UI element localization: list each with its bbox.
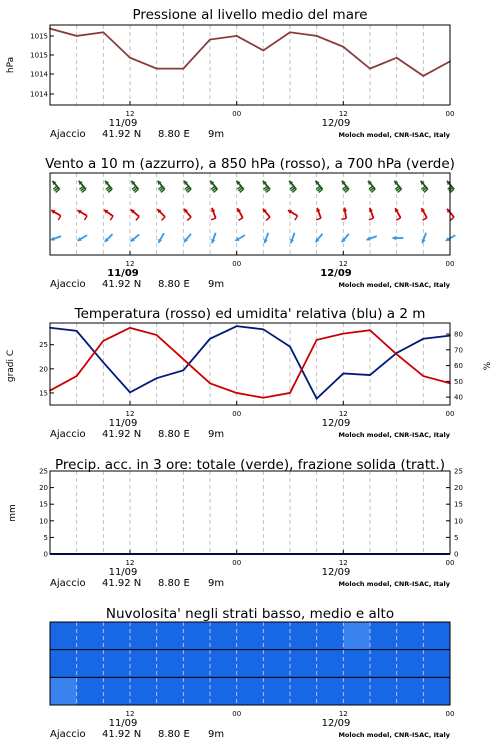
cloud-cell <box>370 622 397 650</box>
x-tick-label: 12 <box>338 559 348 567</box>
cloud-cell <box>103 677 130 705</box>
location-alt: 9m <box>208 429 225 440</box>
temperature-point <box>396 354 398 356</box>
cloud-cell <box>423 622 450 650</box>
location-lat: 41.92 N <box>102 279 142 290</box>
date-label: 12/09 <box>321 718 351 729</box>
temperature-point <box>103 340 105 342</box>
cloud-cell <box>50 622 77 650</box>
y-tick-label-right: 80 <box>454 330 463 339</box>
x-tick-label: 00 <box>445 260 455 268</box>
pressure-point <box>262 50 264 52</box>
cloud-cell <box>50 677 77 705</box>
x-tick-label: 12 <box>338 260 348 268</box>
humidity-point <box>129 392 131 394</box>
location-lon: 8.80 E <box>158 578 190 589</box>
humidity-point <box>289 346 291 348</box>
cloud-cell <box>237 677 264 705</box>
y-tick-label-right: 10 <box>454 517 463 526</box>
pressure-point <box>209 39 211 41</box>
cloud-cell <box>157 650 184 678</box>
cloud-cell <box>50 650 77 678</box>
pressure-point <box>129 57 131 59</box>
x-tick-label: 12 <box>125 559 135 567</box>
model-credit: Moloch model, CNR-ISAC, Italy <box>338 580 450 588</box>
cloud-cell <box>317 622 344 650</box>
x-tick-label: 00 <box>232 710 242 718</box>
location-name: Ajaccio <box>50 729 86 740</box>
cloud-cell <box>130 622 157 650</box>
humidity-point <box>183 370 185 372</box>
temperature-point <box>183 358 185 360</box>
x-tick-label: 12 <box>125 110 135 118</box>
y-tick-label-left: 5 <box>43 533 48 542</box>
x-tick-label: 00 <box>445 410 455 418</box>
humidity-point <box>103 362 105 364</box>
cloud-cell <box>423 650 450 678</box>
location-name: Ajaccio <box>50 578 86 589</box>
date-label: 11/09 <box>108 718 138 729</box>
cloud-cell <box>263 622 290 650</box>
humidity-point <box>76 330 78 332</box>
y-tick-label-right: 60 <box>454 362 463 371</box>
temperature-point <box>263 397 265 399</box>
x-tick-label: 12 <box>338 110 348 118</box>
humidity-point <box>423 338 425 340</box>
y-tick-label-right: 15 <box>454 500 463 509</box>
y-tick-label-left: 25 <box>39 341 48 350</box>
y-tick-label-right: 40 <box>454 393 463 402</box>
date-label: 11/09 <box>107 268 139 279</box>
date-label: 12/09 <box>321 118 351 129</box>
y-axis-label-right: % <box>483 361 493 371</box>
y-tick-label-right: 70 <box>454 346 463 355</box>
y-tick-label-left: 20 <box>39 484 48 493</box>
cloud-cell <box>183 650 210 678</box>
location-alt: 9m <box>208 279 225 290</box>
cloud-cell <box>77 677 104 705</box>
y-tick-label-left: 20 <box>39 365 48 374</box>
temperature-point <box>316 339 318 341</box>
location-name: Ajaccio <box>50 429 86 440</box>
cloud-cell <box>290 650 317 678</box>
y-tick-label-right: 25 <box>454 467 463 476</box>
temperature-point <box>156 334 158 336</box>
x-tick-label: 00 <box>232 260 242 268</box>
location-name: Ajaccio <box>50 279 86 290</box>
pressure-point <box>76 35 78 37</box>
cloud-cell <box>317 650 344 678</box>
plot-area <box>50 323 450 405</box>
humidity-point <box>343 373 345 375</box>
cloud-cell <box>290 622 317 650</box>
pressure-point <box>156 68 158 70</box>
cloud-cell <box>210 622 237 650</box>
cloud-cell <box>237 622 264 650</box>
pressure-point <box>396 57 398 59</box>
location-lat: 41.92 N <box>102 129 142 140</box>
location-lat: 41.92 N <box>102 729 142 740</box>
y-tick-label-left: 0 <box>43 550 48 559</box>
chart-title: Vento a 10 m (azzurro), a 850 hPa (rosso), a 700 hPa (verde) <box>45 156 455 172</box>
x-tick-label: 12 <box>338 410 348 418</box>
humidity-point <box>236 325 238 327</box>
cloud-cell <box>103 622 130 650</box>
x-tick-label: 00 <box>445 110 455 118</box>
location-name: Ajaccio <box>50 129 86 140</box>
y-tick-label-right: 20 <box>454 484 463 493</box>
wind-panel <box>50 173 455 290</box>
humidity-point <box>209 338 211 340</box>
y-tick-label: 1015 <box>30 32 48 41</box>
model-credit: Moloch model, CNR-ISAC, Italy <box>338 281 450 289</box>
y-tick-label-left: 15 <box>39 500 48 509</box>
cloud-cell <box>130 677 157 705</box>
pressure-point <box>342 46 344 48</box>
date-label: 11/09 <box>108 418 138 429</box>
cloud-cell <box>130 650 157 678</box>
cloud-cell <box>263 677 290 705</box>
chart-title: Precip. acc. in 3 ore: totale (verde), frazione solida (tratt.) <box>55 457 445 473</box>
x-tick-label: 12 <box>338 710 348 718</box>
location-lon: 8.80 E <box>158 129 190 140</box>
pressure-point <box>289 31 291 33</box>
humidity-point <box>396 352 398 354</box>
x-tick-label: 00 <box>232 110 242 118</box>
humidity-point <box>263 329 265 331</box>
location-lat: 41.92 N <box>102 578 142 589</box>
cloud-cell <box>77 650 104 678</box>
location-lon: 8.80 E <box>158 729 190 740</box>
cloud-cell <box>397 677 424 705</box>
temperature-point <box>369 329 371 331</box>
temperature-point <box>76 375 78 377</box>
y-tick-label: 1014 <box>30 90 48 99</box>
cloud-cell <box>263 650 290 678</box>
chart-title: Nuvolosita' negli strati basso, medio e alto <box>105 606 395 622</box>
date-label: 11/09 <box>108 118 138 129</box>
model-credit: Moloch model, CNR-ISAC, Italy <box>338 131 450 139</box>
cloud-cell <box>397 650 424 678</box>
cloud-cell <box>423 677 450 705</box>
cloud-cell <box>343 622 370 650</box>
temperature-point <box>289 392 291 394</box>
temperature-point <box>236 392 238 394</box>
x-tick-label: 12 <box>125 260 135 268</box>
pressure-point <box>369 68 371 70</box>
location-alt: 9m <box>208 729 225 740</box>
cloud-cell <box>77 622 104 650</box>
model-credit: Moloch model, CNR-ISAC, Italy <box>338 731 450 739</box>
x-tick-label: 00 <box>232 559 242 567</box>
x-tick-label: 12 <box>125 410 135 418</box>
precip-panel <box>8 468 463 590</box>
plot-area <box>50 25 450 105</box>
temperature-panel <box>6 323 493 440</box>
x-tick-label: 12 <box>125 710 135 718</box>
y-tick-label-left: 25 <box>39 467 48 476</box>
location-alt: 9m <box>208 129 225 140</box>
cloud-cell <box>210 677 237 705</box>
y-tick-label-left: 15 <box>39 389 48 398</box>
cloud-panel <box>50 622 454 740</box>
date-label: 12/09 <box>321 567 351 578</box>
x-tick-label: 00 <box>445 710 455 718</box>
cloud-cell <box>343 677 370 705</box>
location-lon: 8.80 E <box>158 279 190 290</box>
y-tick-label-left: 10 <box>39 517 48 526</box>
cloud-cell <box>157 677 184 705</box>
pressure-point <box>102 31 104 33</box>
temperature-point <box>343 333 345 335</box>
temperature-point <box>129 327 131 329</box>
plot-area <box>50 471 450 554</box>
y-axis-label-left: gradi C <box>6 349 16 383</box>
chart-title: Pressione al livello medio del mare <box>132 7 368 23</box>
x-tick-label: 00 <box>232 410 242 418</box>
cloud-cell <box>290 677 317 705</box>
humidity-point <box>369 374 371 376</box>
location-lon: 8.80 E <box>158 429 190 440</box>
model-credit: Moloch model, CNR-ISAC, Italy <box>338 431 450 439</box>
cloud-cell <box>237 650 264 678</box>
cloud-cell <box>103 650 130 678</box>
pressure-point <box>316 35 318 37</box>
pressure-panel <box>6 25 454 140</box>
y-axis-label: mm <box>8 504 18 522</box>
pressure-point <box>236 35 238 37</box>
humidity-point <box>156 377 158 379</box>
cloud-cell <box>370 650 397 678</box>
location-alt: 9m <box>208 578 225 589</box>
temperature-point <box>209 382 211 384</box>
location-lat: 41.92 N <box>102 429 142 440</box>
chart-title: Temperatura (rosso) ed umidita' relativa (blu) a 2 m <box>74 306 426 322</box>
cloud-cell <box>183 677 210 705</box>
cloud-cell <box>317 677 344 705</box>
y-tick-label: 1014 <box>30 70 48 79</box>
cloud-cell <box>343 650 370 678</box>
y-tick-label-right: 5 <box>454 533 459 542</box>
pressure-point <box>182 68 184 70</box>
x-tick-label: 00 <box>445 559 455 567</box>
date-label: 12/09 <box>321 418 351 429</box>
humidity-point <box>316 398 318 400</box>
date-label: 11/09 <box>108 567 138 578</box>
pressure-point <box>422 75 424 77</box>
date-label: 12/09 <box>320 268 352 279</box>
cloud-cell <box>183 622 210 650</box>
temperature-point <box>423 375 425 377</box>
y-axis-label: hPa <box>6 56 16 74</box>
y-tick-label-right: 50 <box>454 377 463 386</box>
y-tick-label-right: 0 <box>454 550 459 559</box>
cloud-cell <box>157 622 184 650</box>
cloud-cell <box>370 677 397 705</box>
cloud-cell <box>397 622 424 650</box>
cloud-cell <box>210 650 237 678</box>
y-tick-label: 1015 <box>30 51 48 60</box>
